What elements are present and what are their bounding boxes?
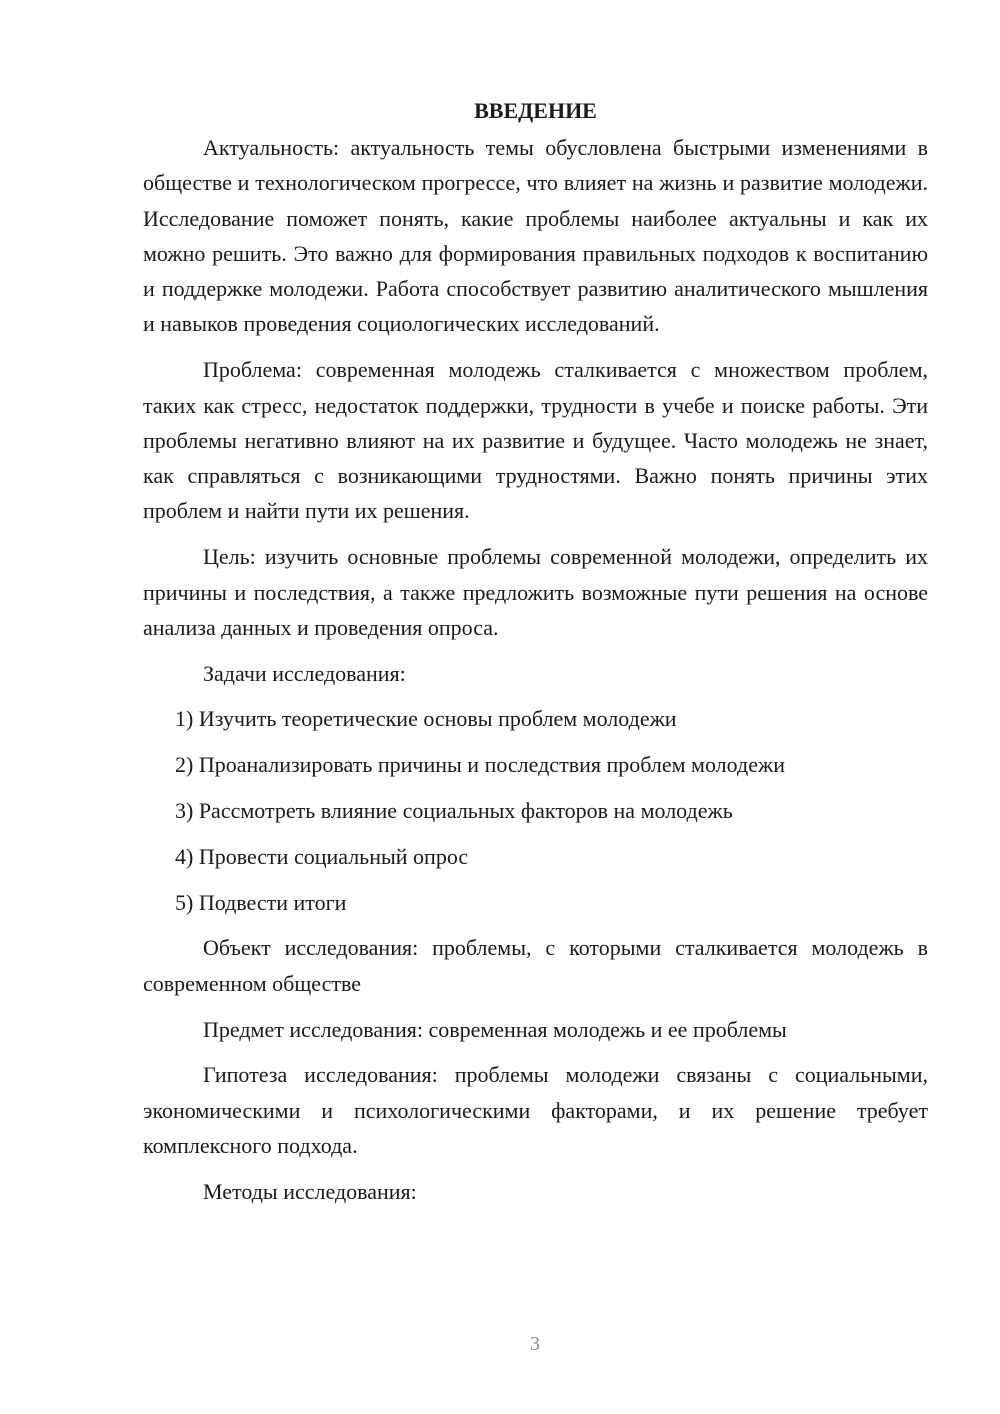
tasks-title: Задачи исследования: bbox=[203, 660, 406, 686]
task-item: 1) Изучить теоретические основы проблем молодежи bbox=[175, 706, 677, 732]
page-number: 3 bbox=[530, 1333, 540, 1355]
task-item: 5) Подвести итоги bbox=[175, 889, 347, 915]
document-page bbox=[143, 96, 928, 1220]
task-item: 4) Провести социальный опрос bbox=[175, 843, 469, 869]
goal-paragraph: Цель: изучить основные проблемы современной молодежи, определить их причины и последствия, а также предложить возможные пути решения на основе анализа данных и проведения опроса. bbox=[143, 544, 928, 640]
subject-paragraph: Предмет исследования: современная молодежь и ее проблемы bbox=[203, 1016, 787, 1042]
methods-title: Методы исследования: bbox=[203, 1178, 417, 1204]
problem-paragraph: Проблема: современная молодежь сталкивается с множеством проблем, таких как стресс, недостаток поддержки, трудности в учебе и поиске работы. Эти проблемы негативно влияют на их развитие и будущее. Часто молодежь не знает, как справляться с возникающими трудностями. Важно понять причины этих проблем и найти пути их решения. bbox=[143, 357, 928, 524]
task-item: 3) Рассмотреть влияние социальных факторов на молодежь bbox=[175, 798, 733, 824]
section-heading: ВВЕДЕНИЕ bbox=[474, 98, 597, 123]
object-paragraph: Объект исследования: проблемы, с которыми сталкивается молодежь в современном обществе bbox=[143, 935, 928, 996]
relevance-paragraph: Актуальность: актуальность темы обусловлена быстрыми изменениями в обществе и технологическом прогрессе, что влияет на жизнь и развитие молодежи. Исследование поможет понять, какие проблемы наиболее актуальны и как их можно решить. Это важно для формирования правильных подходов к воспитанию и поддержке молодежи. Работа способствует развитию аналитического мышления и навыков проведения социологических исследований. bbox=[143, 135, 928, 337]
hypothesis-paragraph: Гипотеза исследования: проблемы молодежи связаны с социальными, экономическими и психологическими факторами, и их решение требует комплексного подхода. bbox=[143, 1062, 928, 1158]
tasks-list bbox=[143, 701, 928, 919]
task-item: 2) Проанализировать причины и последствия проблем молодежи bbox=[175, 752, 785, 778]
